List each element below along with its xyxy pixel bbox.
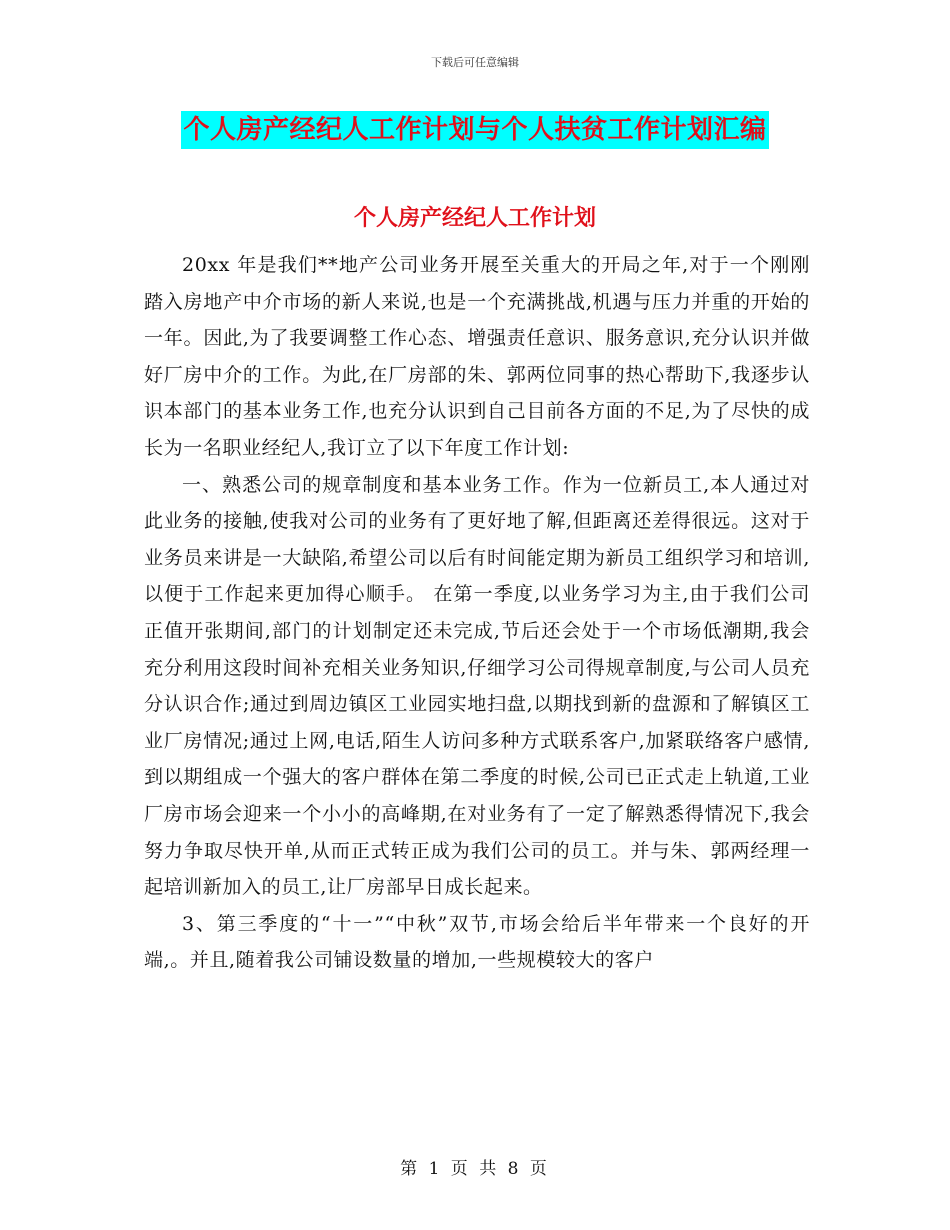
page-number: 第 1 页 共 8 页 (400, 1159, 550, 1179)
title-wrapper (0, 111, 950, 149)
section-title: 个人房产经纪人工作计划 (353, 205, 596, 231)
document-title: 个人房产经纪人工作计划与个人扶贫工作计划汇编 (181, 111, 768, 149)
header-note: 下载后可任意编辑 (431, 56, 519, 69)
paragraph-3: 3、第三季度的“十一”“中秋”双节,市场会给后半年带来一个良好的开端,。并且,随着我公司铺设数量的增加,一些规模较大的客户 (144, 912, 810, 972)
document-body (144, 247, 810, 979)
paragraph-2: 一、熟悉公司的规章制度和基本业务工作。作为一位新员工,本人通过对此业务的接触,使我对公司的业务有了更好地了解,但距离还差得很远。这对于业务员来讲是一大缺陷,希望公司以后有时间能定期为新员工组织学习和培训,以便于工作起来更加得心顺手。 在第一季度,以业务学习为主,由于我们公司正值开张期间,部门的计划制定还未完成,节后还会处于一个市场低潮期,我会充分利用这段时间补充相关业务知识,仔细学习公司得规章制度,与公司人员充分认识合作;通过到周边镇区工业园实地扫盘,以期找到新的盘源和了解镇区工业厂房情况;通过上网,电话,陌生人访问多种方式联系客户,加紧联络客户感情,到以期组成一个强大的客户群体在第二季度的时候,公司已正式走上轨道,工业厂房市场会迎来一个小小的高峰期,在对业务有了一定了解熟悉得情况下,我会努力争取尽快开单,从而正式转正成为我们公司的员工。并与朱、郭两经理一起培训新加入的员工,让厂房部早日成长起来。 (144, 473, 810, 899)
paragraph-1: 20xx 年是我们**地产公司业务开展至关重大的开局之年,对于一个刚刚踏入房地产中介市场的新人来说,也是一个充满挑战,机遇与压力并重的开始的一年。因此,为了我要调整工作心态、增强责任意识、服务意识,充分认识并做好厂房中介的工作。为此,在厂房部的朱、郭两位同事的热心帮助下,我逐步认识本部门的基本业务工作,也充分认识到自己目前各方面的不足,为了尽快的成长为一名职业经纪人,我订立了以下年度工作计划: (144, 254, 810, 459)
